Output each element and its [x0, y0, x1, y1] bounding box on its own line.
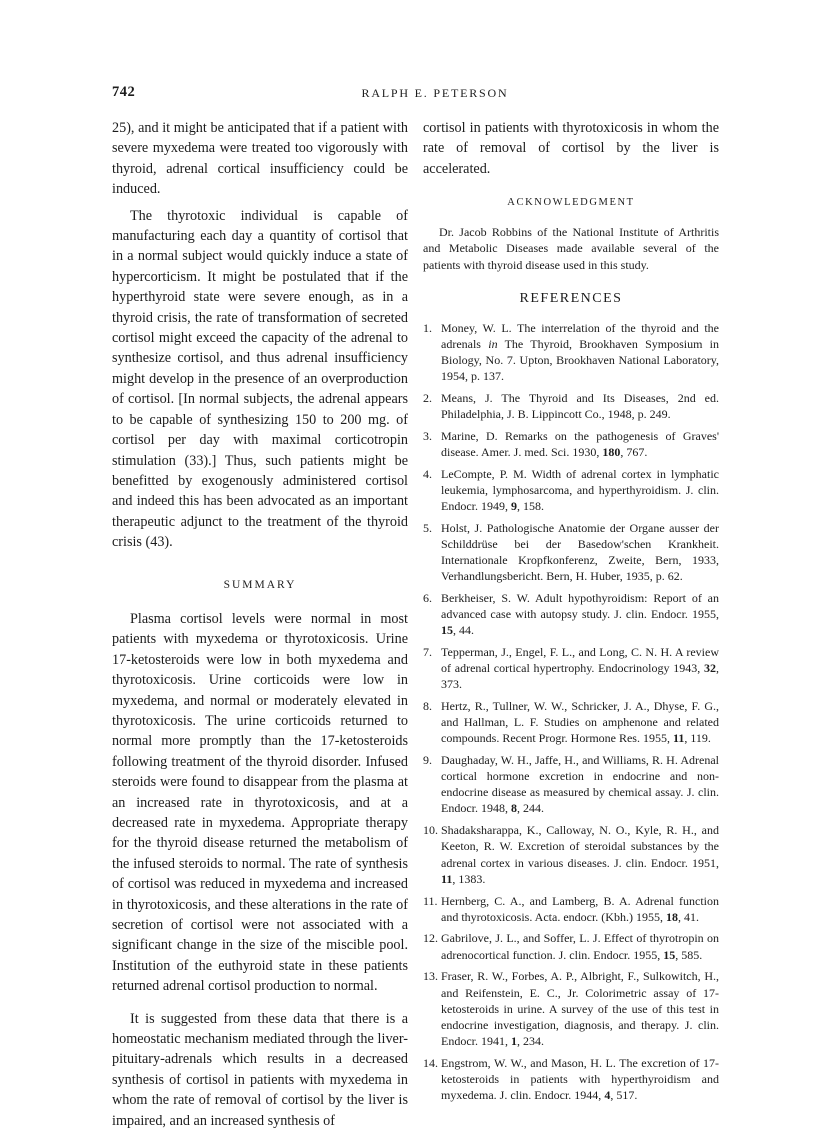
continued-paragraph: 25), and it might be anticipated that if a patient with severe myxedema were treated too vigorously with thyroid, adrenal cortical insufficiency could be induced.	[112, 120, 408, 198]
reference-item: 2. Means, J. The Thyroid and Its Diseases, 2nd ed. Philadelphia, J. B. Lippincott Co., 1948, p. 249.	[423, 390, 719, 421]
running-head: RALPH E. PETERSON	[361, 86, 509, 100]
reference-item: 14. Engstrom, W. W., and Mason, H. L. The excretion of 17-ketosteroids in patients with hyperthyroidism and myxedema. J. clin. Endocr. 1944, 4, 517.	[423, 1055, 719, 1102]
right-column	[423, 118, 719, 1109]
reference-item: 1. Money, W. L. The interrelation of the thyroid and the adrenals in The Thyroid, Brookhaven Symposium in Biology, No. 7. Upton, Brookhaven National Laboratory, 1954, p. 137.	[423, 320, 720, 383]
reference-list	[423, 320, 719, 1103]
reference-item: 8. Hertz, R., Tullner, W. W., Schricker, J. A., Dhyse, F. G., and Hallman, L. F. Studies on amphenone and related compounds. Recent Progr. Hormone Res. 1955, 11, 119.	[423, 699, 719, 746]
reference-item: 4. LeCompte, P. M. Width of adrenal cortex in lymphatic leukemia, lymphosarcoma, and hyperthyroidism. J. clin. Endocr. 1949, 9, 158.	[423, 466, 719, 513]
acknowledgment-heading: ACKNOWLEDGMENT	[507, 197, 635, 209]
summary-heading: SUMMARY	[223, 578, 297, 591]
left-column	[112, 118, 408, 1131]
reference-item: 7. Tepperman, J., Engel, F. L., and Long, C. N. H. A review of adrenal cortical hypertrophy. Endocrinology 1943, 32, 373.	[423, 645, 719, 692]
reference-item: 11. Hernberg, C. A., and Lamberg, B. A. Adrenal function and thyrotoxicosis. Acta. endocr. (Kbh.) 1955, 18, 41.	[423, 893, 719, 924]
references-heading: REFERENCES	[519, 291, 623, 307]
reference-item: 3. Marine, D. Remarks on the pathogenesis of Graves' disease. Amer. J. med. Sci. 1930, 180, 767.	[423, 428, 719, 459]
reference-item: 6. Berkheiser, S. W. Adult hypothyroidism: Report of an advanced case with autopsy study. J. clin. Endocr. 1955, 15, 44.	[423, 590, 719, 638]
continued-paragraph-right: cortisol in patients with thyrotoxicosis in whom the rate of removal of cortisol by the liver is accelerated.	[423, 120, 719, 177]
summary-paragraph: Plasma cortisol levels were normal in most patients with myxedema or thyrotoxicosis. Urine 17-ketosteroids were low in both myxedema and thyrotoxicosis. Urine corticoids were low in myxedema, and normal or moderately elevated in thyrotoxicosis. The urine corticoids returned to normal more promptly than the 17-ketosteroids following treatment of the thyroid disorder. Infused steroids were found to disappear from the plasma at an increased rate in thyrotoxicosis, and at a decreased rate in myxedema. Appropriate therapy for the thyroid disease returned the metabolism of the infused steroids to normal. The rate of synthesis of cortisol was reduced in myxedema and increased in thyrotoxicosis, and these alterations in the rate of secretion of cortisol were not associated with a significant change in the size of the miscible pool. Institution of the euthyroid state in these patients returned adrenal cortisol production to normal.	[112, 610, 408, 995]
reference-item: 10. Shadaksharappa, K., Calloway, N. O., Kyle, R. H., and Keeton, R. W. Excretion of steroidal substances by the adrenal cortex in various diseases. J. clin. Endocr. 1951, 11, 1383.	[423, 823, 719, 886]
reference-item: 12. Gabrilove, J. L., and Soffer, L. J. Effect of thyrotropin on adrenocortical function. J. clin. Endocr. 1955, 15, 585.	[423, 931, 719, 962]
reference-item: 5. Holst, J. Pathologische Anatomie der Organe ausser der Schilddrüse bei der Basedow'schen Krankheit. Internationale Kropfkonferenz, Zweite, Bern, 1933, Verhandlungsbericht. Bern, H. Huber, 1935, p. 62.	[423, 520, 719, 584]
reference-item: 9. Daughaday, W. H., Jaffe, H., and Williams, R. H. Adrenal cortical hormone excretion in endocrine and non-endocrine disease as measured by chemical assay. J. clin. Endocr. 1948, 8, 244.	[423, 753, 719, 816]
thyrotoxic-paragraph: The thyrotoxic individual is capable of manufacturing each day a quantity of cortisol that in a normal subject would quickly induce a state of hypercorticism. It might be postulated that if the hyperthyroid state were severe enough, as in a thyroid crisis, the rate of transformation of secreted cortisol might exceed the capacity of the adrenal to synthesize cortisol, and thus adrenal insufficiency might develop in the presence of an overproduction of cortisol. [In normal subjects, the adrenal appears to be capable of synthesizing 150 to 200 mg. of cortisol per day with maximal corticotropin stimulation (33).] Thus, such patients might be benefitted by exogenously administered cortisol and indeed this has been advocated as an important therapeutic adjunct to the treatment of the thyroid crisis (43).	[112, 207, 408, 551]
reference-item: 13. Fraser, R. W., Forbes, A. P., Albright, F., Sulkowitch, H., and Reifenstein, E. C., Jr. Colorimetric assay of 17-ketosteroids in urine. A survey of the use of this test in endocrine investigation, diagnosis, and therapy. J. clin. Endocr. 1941, 1, 234.	[423, 969, 719, 1048]
suggested-paragraph: It is suggested from these data that there is a homeostatic mechanism mediated through the liver-pituitary-adrenals which results in a decreased synthesis of cortisol in patients with myxedema in whom the rate of removal of cortisol by the liver is impaired, and an increased synthesis of	[112, 1010, 408, 1129]
acknowledgment-paragraph: Dr. Jacob Robbins of the National Institute of Arthritis and Metabolic Diseases made available several of the patients with thyroid disease used in this study.	[423, 224, 719, 272]
page-number: 742	[112, 84, 136, 100]
